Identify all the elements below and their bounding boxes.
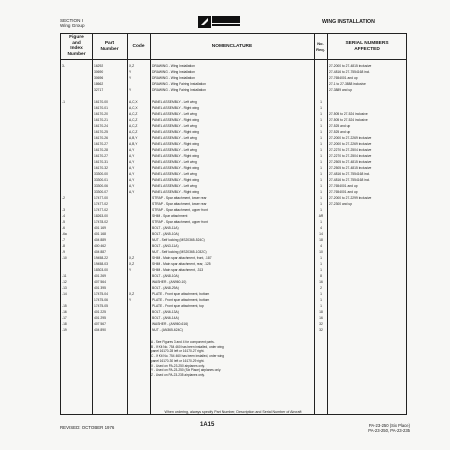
revision-date: REVISED: OCTOBER 1976 (60, 425, 115, 430)
row-code: A,Y (129, 160, 135, 164)
row-serials: 27-505 to 27-524 inclusive (329, 118, 368, 122)
row-nomenclature: PANEL ASSEMBLY - Right wing (152, 130, 199, 134)
row-nomenclature: PANEL ASSEMBLY - Right wing (152, 142, 199, 146)
row-quantity: 4 (320, 226, 322, 230)
row-nomenclature: PLATE - Front spar attachment, bottom (152, 292, 210, 296)
row-serials: 27-2270 to 27-2504 inclusive (329, 154, 372, 158)
note-line: Y - Used on PA-23-250 (Six Place) airplanes only. (151, 368, 222, 373)
row-quantity: 1 (320, 124, 322, 128)
table-row (61, 286, 406, 290)
row-quantity: 1 (320, 118, 322, 122)
row-nomenclature: PANEL ASSEMBLY - Left wing (152, 124, 197, 128)
row-serials: 27-525 and up (329, 130, 351, 134)
row-quantity: 1 (320, 184, 322, 188)
table-row (61, 130, 406, 134)
table-row (61, 106, 406, 110)
row-serials: 27-2505 to 27-4815 inclusive (329, 166, 372, 170)
row-code: A,Y (129, 190, 135, 194)
table-row (61, 280, 406, 284)
row-nomenclature: STRAP - Spar attachment, lower rear (152, 202, 207, 206)
row-quantity: 1 (320, 196, 322, 200)
row-nomenclature: NUT - Self locking (MS20365-1032C) (152, 250, 207, 254)
row-quantity: 1 (320, 154, 322, 158)
row-serials: 27-4816 to 27-7554168 incl. (329, 178, 371, 182)
row-nomenclature: DRAWING - Wing Installation (152, 76, 195, 80)
row-index: -7 (62, 238, 65, 242)
row-serials: 27-7654001 and up (329, 184, 358, 188)
row-part-number: 16292 (94, 64, 104, 68)
row-nomenclature: DRAWING - Wing Installation (152, 70, 195, 74)
row-index: -16 (62, 310, 67, 314)
table-row (61, 268, 406, 272)
row-nomenclature: DRAWING - Wing Fairing Installation (152, 82, 206, 86)
row-index: -9 (62, 250, 65, 254)
row-code: A,B,Y (129, 136, 138, 140)
row-nomenclature: NUT - (AN365-624C) (152, 328, 183, 332)
table-row (61, 154, 406, 158)
row-quantity: 1 (320, 100, 322, 104)
row-code: Y (129, 298, 132, 302)
row-index: -17 (62, 316, 67, 320)
code-column-header: Code (132, 44, 145, 49)
row-code: A,Y (129, 166, 135, 170)
table-row (61, 292, 406, 296)
table-row (61, 160, 406, 164)
row-quantity: AR (318, 214, 324, 218)
row-part-number: 16170-20 (94, 112, 108, 116)
table-row (61, 262, 406, 266)
table-row (61, 274, 406, 278)
row-part-number: 17477-02 (94, 202, 108, 206)
row-part-number: 16170-01 (94, 106, 108, 110)
table-row (61, 190, 406, 194)
row-quantity: 1 (320, 220, 322, 224)
table-row (61, 310, 406, 314)
row-serials: 27-505 to 27-524 inclusive (329, 112, 368, 116)
table-row (61, 196, 406, 200)
row-part-number: 401 225 (94, 310, 106, 314)
row-part-number: 16170-26 (94, 136, 108, 140)
row-serials: 27-2000 to 27-2269 inclusive (329, 136, 372, 140)
row-part-number: 401 169 (94, 226, 106, 230)
row-part-number: 19458-22 (94, 256, 108, 260)
row-quantity: 10 (319, 250, 323, 254)
row-quantity: 1 (320, 262, 322, 266)
row-part-number: 17478-02 (94, 220, 108, 224)
fig-column-header: Figure and Index Number (67, 35, 86, 57)
row-part-number: 16170-31 (94, 160, 108, 164)
row-part-number: 18303-00 (94, 268, 108, 272)
row-part-number: 33300-00 (94, 172, 108, 176)
nomenclature-column-header: NOMENCLATURE (211, 44, 253, 49)
row-serials: 27-2505 to 27-4815 inclusive (329, 160, 372, 164)
row-nomenclature: BOLT - (AN8-29A) (152, 286, 179, 290)
row-serials: 27-2000 to 27-2269 inclusive (329, 142, 372, 146)
row-nomenclature: DRAWING - Wing Installation (152, 64, 195, 68)
row-nomenclature: BOLT - (AN5-11A) (152, 226, 179, 230)
row-quantity: 1 (320, 304, 322, 308)
table-row (61, 88, 406, 92)
row-quantity: 16 (319, 316, 323, 320)
row-nomenclature: PANEL ASSEMBLY - Right wing (152, 178, 199, 182)
row-serials: 27-7654001 and up (329, 76, 358, 80)
row-part-number: 18662 (94, 82, 104, 86)
row-quantity: 1 (320, 202, 322, 206)
row-code: A,C,X (129, 100, 138, 104)
row-part-number: 30690 (94, 70, 104, 74)
row-serials: 27-2300 and up (329, 202, 353, 206)
row-part-number: 16170-27 (94, 154, 108, 158)
note-line: panel 16170-30 left or 16170-29 right. (151, 358, 205, 363)
row-part-number: 400 462 (94, 244, 106, 248)
table-row (61, 76, 406, 80)
row-nomenclature: STRAP - Spar attachment, upper front (152, 220, 208, 224)
row-part-number: 16170-27 (94, 142, 108, 146)
row-quantity: 1 (320, 112, 322, 116)
page-number: 1A15 (200, 422, 215, 428)
note-line: C - If Kit No. 754 460 has been installed, order wing (151, 354, 224, 359)
row-quantity: 1 (320, 178, 322, 182)
row-code: A,C,Z (129, 124, 138, 128)
table-row (61, 214, 406, 218)
row-index: -1 (62, 100, 65, 104)
table-row (61, 220, 406, 224)
ordering-note: When ordering, always specify Part Number, Description and Serial Number of Aircraft (164, 410, 302, 414)
row-part-number: 30696 (94, 76, 104, 80)
row-part-number: 19458-03 (94, 262, 108, 266)
row-part-number: 404 887 (94, 250, 106, 254)
row-code: A,C,Z (129, 130, 138, 134)
row-quantity: 16 (319, 280, 323, 284)
part-column-header: Part Number (100, 41, 119, 52)
table-row (61, 238, 406, 242)
row-part-number: 407 567 (94, 322, 106, 326)
row-nomenclature: BOLT - (AN6-13A) (152, 310, 179, 314)
table-row (61, 226, 406, 230)
row-nomenclature: BOLT - (AN3-11A) (152, 244, 179, 248)
section-header (60, 18, 85, 29)
notes-block (151, 340, 224, 378)
parts-table (60, 33, 407, 415)
row-nomenclature: NUT - Self locking (MS20365-524C) (152, 238, 205, 242)
row-index: -6a (62, 232, 67, 236)
table-row (61, 118, 406, 122)
row-index: -4 (62, 214, 65, 218)
row-nomenclature: BOLT - (AN5-10A) (152, 232, 179, 236)
row-index: -2 (62, 196, 65, 200)
row-nomenclature: SHIM - Main spar attachment, rear, .125 (152, 262, 211, 266)
table-row (61, 112, 406, 116)
row-serials: 27-2000 to 27-4815 inclusive (329, 64, 372, 68)
row-part-number: 401 295 (94, 316, 106, 320)
table-row (61, 148, 406, 152)
row-index: -3 (62, 208, 65, 212)
row-serials: 27-1 to 27-3888 inclusive (329, 82, 366, 86)
table-row (61, 82, 406, 86)
row-nomenclature: PANEL ASSEMBLY - Right wing (152, 106, 199, 110)
row-quantity: 2 (320, 286, 322, 290)
row-index: -13 (62, 286, 67, 290)
table-row (61, 202, 406, 206)
row-nomenclature: PANEL ASSEMBLY - Right wing (152, 118, 199, 122)
row-nomenclature: PANEL ASSEMBLY - Left wing (152, 160, 197, 164)
row-part-number: 16170-25 (94, 130, 108, 134)
note-line: Z - Used on PA-23-235 airplanes only. (151, 372, 205, 377)
row-nomenclature: PANEL ASSEMBLY - Left wing (152, 184, 197, 188)
row-quantity: 32 (319, 328, 323, 332)
row-nomenclature: PANEL ASSEMBLY - Left wing (152, 112, 197, 116)
row-part-number: 16170-32 (94, 166, 108, 170)
row-quantity: 1 (320, 208, 322, 212)
row-quantity: 1 (320, 292, 322, 296)
row-nomenclature: PANEL ASSEMBLY - Right wing (152, 166, 199, 170)
table-row (61, 328, 406, 332)
row-serials: 27-2000 to 27-2299 inclusive (329, 196, 372, 200)
row-nomenclature: PANEL ASSEMBLY - Right wing (152, 154, 199, 158)
row-code: Y (129, 76, 132, 80)
row-quantity: 1 (320, 142, 322, 146)
row-nomenclature: BOLT - (AN6-14A) (152, 316, 179, 320)
row-index: -10 (62, 256, 67, 260)
row-part-number: 16170-28 (94, 148, 108, 152)
row-nomenclature: WASHER - (AN960-616) (152, 322, 189, 326)
table-row (61, 172, 406, 176)
row-quantity: 32 (319, 322, 323, 326)
row-quantity: 8 (320, 274, 322, 278)
note-line: X - Used on PA-23-250 airplanes only. (151, 363, 205, 368)
row-quantity: 18 (319, 310, 323, 314)
row-serials: 27-4816 to 27-7554168 incl. (329, 172, 371, 176)
qty-column-header: No. Req. (316, 41, 325, 52)
table-row (61, 94, 406, 98)
table-row (61, 232, 406, 236)
row-quantity: 1 (320, 148, 322, 152)
row-index: -8 (62, 244, 65, 248)
row-index: -5 (62, 220, 65, 224)
row-code: A,Y (129, 172, 135, 176)
row-code: X,Z (129, 292, 135, 296)
row-nomenclature: WASHER - (AN960-10) (152, 280, 187, 284)
row-index: 3- (62, 64, 65, 68)
row-index: -15 (62, 304, 67, 308)
row-code: A,C,X (129, 106, 138, 110)
row-nomenclature: STRAP - Spar attachment, upper front (152, 208, 208, 212)
table-row (61, 208, 406, 212)
table-row (61, 316, 406, 320)
row-nomenclature: PANEL ASSEMBLY - Left wing (152, 100, 197, 104)
row-quantity: 1 (320, 130, 322, 134)
row-nomenclature: STRAP - Spar attachment, lower rear (152, 196, 207, 200)
piper-logo (198, 15, 240, 29)
row-nomenclature: SHIM - Spar attachment (152, 214, 188, 218)
row-quantity: 1 (320, 160, 322, 164)
row-code: A,Y (129, 154, 135, 158)
row-part-number: 32717 (94, 88, 104, 92)
row-code: A,Y (129, 178, 135, 182)
note-line: panel 16170-28 left or 16170-27 right. (151, 349, 205, 354)
row-part-number: 401 168 (94, 232, 106, 236)
row-quantity: 1 (320, 136, 322, 140)
row-part-number: 33300-07 (94, 190, 108, 194)
row-quantity: 1 (320, 172, 322, 176)
row-part-number: 404 889 (94, 238, 106, 242)
table-row (61, 166, 406, 170)
row-part-number: 17475-05 (94, 304, 108, 308)
row-index: -12 (62, 280, 67, 284)
row-part-number: 16170-21 (94, 118, 108, 122)
table-row (61, 250, 406, 254)
row-quantity: 1 (320, 256, 322, 260)
row-nomenclature: PLATE - Front spar attachment, top (152, 304, 204, 308)
row-quantity: 4 (320, 244, 322, 248)
row-code: A,C,Z (129, 118, 138, 122)
row-part-number: 17475-06 (94, 298, 108, 302)
table-row (61, 100, 406, 104)
row-code: A,C,Z (129, 112, 138, 116)
row-serials: 27-7654001 and up (329, 190, 358, 194)
row-serials: 27-3889 and up (329, 88, 353, 92)
table-row (61, 256, 406, 260)
row-nomenclature: PANEL ASSEMBLY - Right wing (152, 190, 199, 194)
row-code: X,Z (129, 256, 135, 260)
row-code: Y (129, 70, 132, 74)
row-serials: 27-2270 to 27-2504 inclusive (329, 148, 372, 152)
row-code: X,Z (129, 262, 135, 266)
row-index: -11 (62, 274, 67, 278)
note-line: B - If Kit No. 754 460 has been installed, order wing (151, 344, 224, 349)
section-label: SECTION I (60, 18, 83, 23)
table-row (61, 136, 406, 140)
row-quantity: 1 (320, 106, 322, 110)
row-index: -14 (62, 292, 67, 296)
table-row (61, 184, 406, 188)
row-nomenclature: PLATE - Front spar attachment, bottom (152, 298, 210, 302)
serial-column-header: SERIAL NUMBERS AFFECTED (345, 41, 389, 52)
table-row (61, 64, 406, 68)
table-row (61, 124, 406, 128)
table-row (61, 244, 406, 248)
row-quantity: 1 (320, 166, 322, 170)
row-nomenclature: SHIM - Main spar attachment, .313 (152, 268, 204, 272)
row-quantity: 18 (319, 238, 323, 242)
row-nomenclature: PANEL ASSEMBLY - Left wing (152, 148, 197, 152)
row-nomenclature: PANEL ASSEMBLY - Left wing (152, 172, 197, 176)
row-part-number: 18263-00 (94, 214, 108, 218)
row-part-number: 407 564 (94, 280, 106, 284)
row-code: A,B,Y (129, 142, 138, 146)
row-nomenclature: SHIM - Main spar attachment, front, .187 (152, 256, 212, 260)
row-part-number: 17477-00 (94, 196, 108, 200)
row-serials: 27-4816 to 27-7554168 incl. (329, 70, 371, 74)
row-nomenclature: DRAWING - Wing Fairing Installation (152, 88, 206, 92)
model-applicability: PA-23-250 (Six Place) PA-23-250, PA-23-235 (368, 423, 410, 434)
page-title: WING INSTALLATION (322, 19, 375, 25)
table-row (61, 304, 406, 308)
row-index: -6 (62, 226, 65, 230)
row-part-number: 16170-00 (94, 100, 108, 104)
row-quantity: 14 (319, 232, 323, 236)
row-part-number: 401 395 (94, 286, 106, 290)
table-row (61, 178, 406, 182)
row-code: Y (129, 88, 132, 92)
row-code: A,Y (129, 148, 135, 152)
note-line: A - See Figures 3 and 4 for component parts. (151, 340, 215, 344)
row-part-number: 404 890 (94, 328, 106, 332)
row-nomenclature: BOLT - (AN8-10A) (152, 274, 179, 278)
row-part-number: 33300-06 (94, 184, 108, 188)
table-row (61, 70, 406, 74)
row-part-number: 17475-04 (94, 292, 108, 296)
row-part-number: 401 269 (94, 274, 106, 278)
row-quantity: 1 (320, 190, 322, 194)
row-part-number: 16170-24 (94, 124, 108, 128)
table-row (61, 142, 406, 146)
row-part-number: 33300-01 (94, 178, 108, 182)
table-row (61, 298, 406, 302)
row-serials: 27-525 and up (329, 124, 351, 128)
row-nomenclature: PANEL ASSEMBLY - Left wing (152, 136, 197, 140)
row-code: X,Z (129, 64, 135, 68)
group-label: Wing Group (60, 23, 85, 29)
row-quantity: 1 (320, 298, 322, 302)
row-code: A,Y (129, 184, 135, 188)
row-code: Y (129, 268, 132, 272)
row-part-number: 17477-02 (94, 208, 108, 212)
row-index: -18 (62, 322, 67, 326)
row-index: -19 (62, 328, 67, 332)
table-row (61, 322, 406, 326)
row-quantity: 1 (320, 268, 322, 272)
